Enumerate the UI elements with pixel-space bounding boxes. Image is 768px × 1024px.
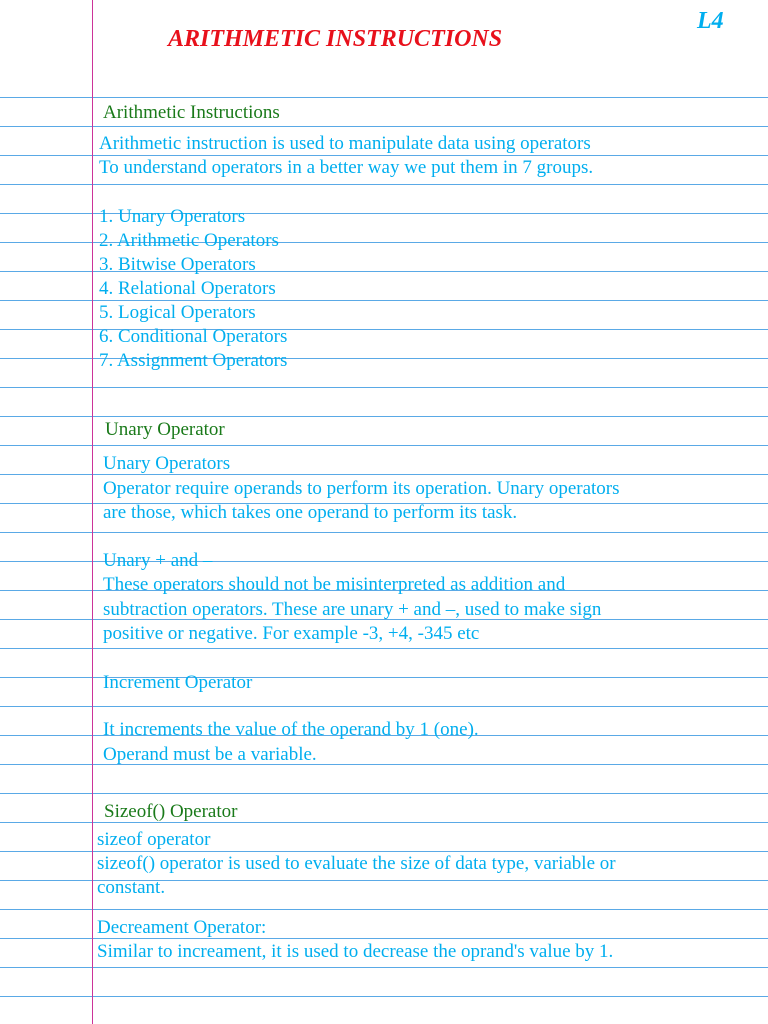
list-item: 7. Assignment Operators xyxy=(99,350,288,371)
ruled-line xyxy=(0,793,768,794)
text-line: Operator require operands to perform its operation. Unary operators xyxy=(103,478,620,499)
page-title: ARITHMETIC INSTRUCTIONS xyxy=(168,26,503,52)
text-line: Arithmetic instruction is used to manipulate data using operators xyxy=(99,133,591,154)
text-line: Operand must be a variable. xyxy=(103,744,317,765)
text-line: It increments the value of the operand by 1 (one). xyxy=(103,719,479,740)
margin-line xyxy=(92,0,93,1024)
ruled-line xyxy=(0,387,768,388)
text-line: constant. xyxy=(97,877,166,898)
section-heading-sizeof: Sizeof() Operator xyxy=(104,801,238,822)
list-item: 4. Relational Operators xyxy=(99,278,276,299)
text-line: sizeof() operator is used to evaluate the size of data type, variable or xyxy=(97,853,616,874)
ruled-line xyxy=(0,996,768,997)
ruled-line xyxy=(0,648,768,649)
text-line: subtraction operators. These are unary + and –, used to make sign xyxy=(103,599,602,620)
ruled-line xyxy=(0,300,768,301)
ruled-line xyxy=(0,155,768,156)
section-heading-unary: Unary Operator xyxy=(105,419,225,440)
list-item: 1. Unary Operators xyxy=(99,206,246,227)
text-line: Similar to increament, it is used to decrease the oprand's value by 1. xyxy=(97,941,614,962)
list-item: 6. Conditional Operators xyxy=(99,326,288,347)
ruled-line xyxy=(0,126,768,127)
text-line: positive or negative. For example -3, +4, -345 etc xyxy=(103,623,480,644)
ruled-line xyxy=(0,851,768,852)
list-item: 5. Logical Operators xyxy=(99,302,256,323)
text-line: Decreament Operator: xyxy=(97,917,267,938)
section-heading-arithmetic: Arithmetic Instructions xyxy=(103,102,280,123)
text-line: These operators should not be misinterpreted as addition and xyxy=(103,574,566,595)
ruled-line xyxy=(0,184,768,185)
ruled-line xyxy=(0,97,768,98)
ruled-line xyxy=(0,416,768,417)
ruled-line xyxy=(0,706,768,707)
text-line: sizeof operator xyxy=(97,829,211,850)
ruled-line xyxy=(0,909,768,910)
text-line: Unary Operators xyxy=(103,453,231,474)
page-number: L4 xyxy=(697,8,724,34)
text-line: Unary + and – xyxy=(103,550,213,571)
list-item: 2. Arithmetic Operators xyxy=(99,230,279,251)
text-line: are those, which takes one operand to perform its task. xyxy=(103,502,518,523)
ruled-line xyxy=(0,532,768,533)
ruled-line xyxy=(0,967,768,968)
ruled-line xyxy=(0,445,768,446)
text-line: Increment Operator xyxy=(103,672,253,693)
text-line: To understand operators in a better way we put them in 7 groups. xyxy=(99,157,594,178)
list-item: 3. Bitwise Operators xyxy=(99,254,256,275)
